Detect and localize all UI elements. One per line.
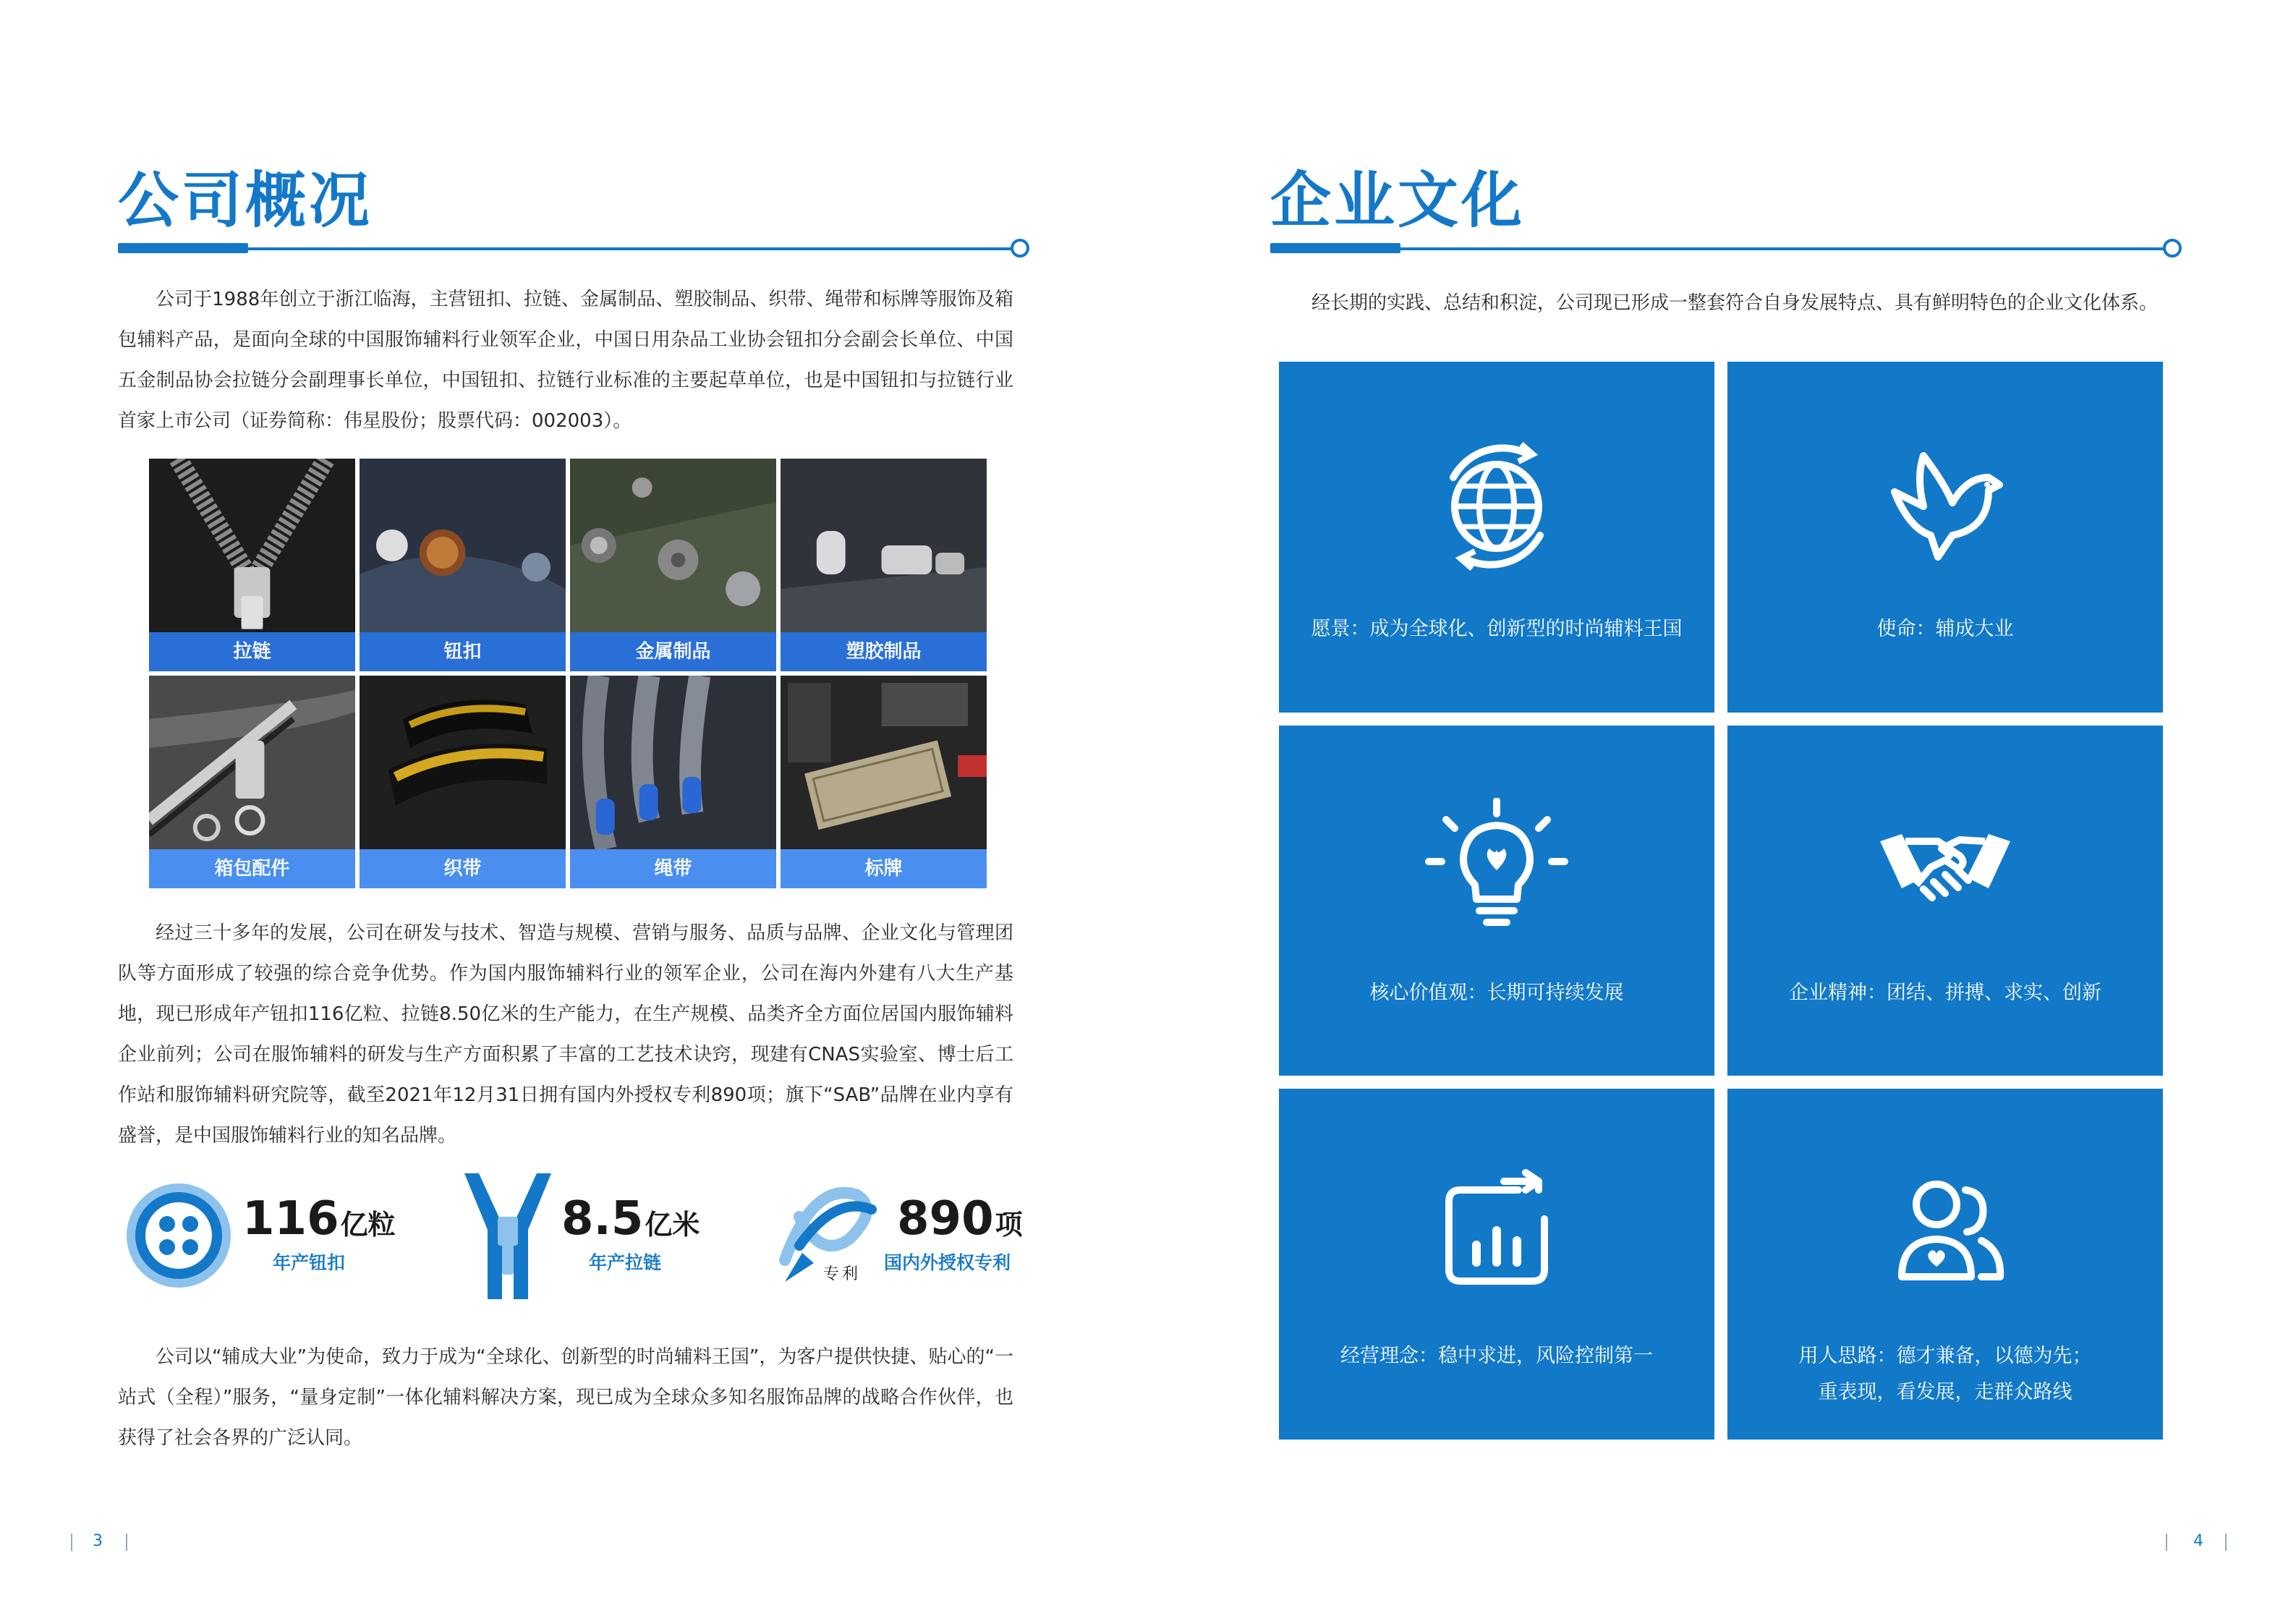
- product-label: 金属制品: [570, 632, 776, 671]
- dove-icon: [1873, 434, 2017, 579]
- culture-intro: 经长期的实践、总结和积淀，公司现已形成一整套符合自身发展特点、具有鲜明特色的企业文化体系。: [1311, 292, 2159, 314]
- product-card-plastic: [781, 459, 987, 671]
- company-overview-title: 公司概况: [118, 165, 373, 236]
- culture-card-people: [1727, 1089, 2163, 1440]
- culture-card-vision: [1279, 362, 1714, 713]
- culture-text: 愿景：成为全球化、创新型的时尚辅料王国: [1311, 618, 1683, 640]
- product-card-zipper: [149, 459, 355, 671]
- title-rule-accent: [1270, 243, 1400, 253]
- metal-snap-photo: [570, 459, 776, 632]
- zipper-icon: [457, 1173, 558, 1299]
- stat-buttons-label: 年产钮扣: [273, 1252, 346, 1273]
- company-intro-paragraph: 公司于1988年创立于浙江临海，主营钮扣、拉链、金属制品、塑胶制品、织带、绳带和标牌等服饰及箱包辅料产品，是面向全球的中国服饰辅料行业领军企业，中国日用杂品工业协会钮扣分会副会长单位、中国五金制品协会拉链分会副理事长单位，中国钮扣、拉链行业标准的主要起草单位，也是中国钮扣与拉链行业首家上市公司（证券简称：伟星股份；股票代码：002003）。: [118, 289, 1013, 432]
- product-label: 塑胶制品: [781, 632, 987, 671]
- plastic-stopper-photo: [781, 459, 987, 632]
- title-rule-accent: [118, 243, 248, 253]
- product-card-metal: [570, 459, 776, 671]
- development-paragraph: 经过三十多年的发展，公司在研发与技术、智造与规模、营销与服务、品质与品牌、企业文化与管理团队等方面形成了较强的综合竞争优势。作为国内服饰辅料行业的领军企业，公司在海内外建有八大生产基地，现已形成年产钮扣116亿粒、拉链8.50亿米的生产能力，在生产规模、品类齐全方面位居国内服饰辅料企业前列；公司在服饰辅料的研发与生产方面积累了丰富的工艺技术诀窍，现建有CNAS实验室、博士后工作站和服饰辅料研究院等，截至2021年12月31日拥有国内外授权专利890项；旗下“SAB”品牌在业内享有盛誉，是中国服饰辅料行业的知名品牌。: [118, 922, 1013, 1147]
- stat-patent-sub: 专利: [823, 1265, 862, 1283]
- culture-text: 使命：辅成大业: [1876, 618, 2014, 640]
- growth-chart-icon: [1424, 1161, 1569, 1306]
- page-bar-right: [126, 1534, 127, 1551]
- culture-text-line-1: 用人思路：德才兼备，以德为先；: [1798, 1345, 2092, 1368]
- corporate-culture-title: 企业文化: [1270, 165, 1526, 236]
- stat-zipper-number: 8.5亿米: [561, 1192, 700, 1246]
- cord-photo: [570, 676, 776, 849]
- zipper-photo: [149, 459, 355, 632]
- culture-text: 经营理念：稳中求进，风险控制第一: [1340, 1345, 1653, 1368]
- button-photo: [360, 459, 566, 632]
- culture-card-values: [1279, 726, 1714, 1076]
- page-bar-right: [2225, 1534, 2227, 1551]
- handshake-icon: [1873, 798, 2017, 943]
- bag-hardware-photo: [149, 676, 355, 849]
- stat-buttons-number: 116亿粒: [242, 1192, 396, 1246]
- page-bar-left: [71, 1534, 72, 1551]
- culture-text-line-2: 重表现，看发展，走群众路线: [1818, 1381, 2072, 1404]
- mission-paragraph: 公司以“辅成大业”为使命，致力于成为“全球化、创新型的时尚辅料王国”，为客户提供快捷、贴心的“一站式（全程）”服务，“量身定制”一体化辅料解决方案，现已成为全球众多知名服饰品牌的战略合作伙伴，也获得了社会各界的广泛认同。: [118, 1346, 1013, 1449]
- stat-patent-label: 国内外授权专利: [884, 1252, 1011, 1273]
- product-card-bag: [149, 676, 355, 888]
- product-label: 标牌: [781, 849, 987, 888]
- page-number: 4: [2193, 1532, 2203, 1550]
- globe-icon: [1424, 434, 1569, 579]
- stat-zipper-label: 年产拉链: [589, 1252, 662, 1273]
- product-card-label: [781, 676, 987, 888]
- product-card-webbing: [360, 676, 566, 888]
- product-grid: [149, 459, 987, 888]
- product-label: 钮扣: [360, 632, 566, 671]
- title-rule: [1270, 247, 2166, 250]
- page-number: 3: [93, 1532, 103, 1550]
- culture-grid: [1279, 362, 2163, 1440]
- title-rule: [118, 247, 1013, 250]
- culture-card-mission: [1727, 362, 2163, 713]
- stat-patent-number: 890项: [897, 1192, 1023, 1246]
- product-card-cord: [570, 676, 776, 888]
- culture-card-spirit: [1727, 726, 2163, 1076]
- product-label: 绳带: [570, 849, 776, 888]
- culture-text: [1742, 1338, 2148, 1411]
- culture-text: 企业精神：团结、拼搏、求实、创新: [1789, 981, 2101, 1004]
- button-icon: [125, 1182, 232, 1289]
- title-rule-dot: [2163, 239, 2182, 258]
- product-label: 织带: [360, 849, 566, 888]
- title-rule-dot: [1011, 239, 1029, 258]
- culture-card-philosophy: [1279, 1089, 1714, 1440]
- people-icon: [1873, 1161, 2017, 1306]
- culture-text: 核心价值观：长期可持续发展: [1369, 981, 1624, 1004]
- page-bar-left: [2166, 1534, 2167, 1551]
- label-tag-photo: [781, 676, 987, 849]
- webbing-photo: [360, 676, 566, 849]
- product-label: 拉链: [149, 632, 355, 671]
- product-card-button: [360, 459, 566, 671]
- lightbulb-icon: [1424, 798, 1569, 943]
- product-label: 箱包配件: [149, 849, 355, 888]
